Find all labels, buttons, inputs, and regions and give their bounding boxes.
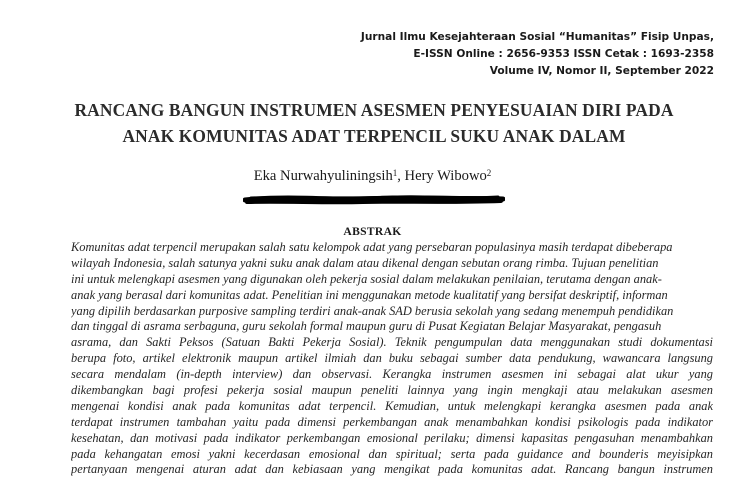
abstract-line: secara mendalam (in-depth interview) dan observasi. Kerangka instrumen asesmen ini sebagai alat ukur yang (71, 367, 713, 382)
paper-title (40, 97, 708, 149)
author-name: Eka Nurwahyuliningsih (253, 168, 393, 184)
abstract-line: berupa foto, artikel elektronik maupun artikel ilmiah dan buku sebagai sumber data pendukung, wawancara langsung (71, 351, 713, 366)
abstract-line: pertanyaan mengenai aturan adat dan kebiasaan yang mengikat pada komunitas adat. Rancang bangun instrumen (71, 462, 713, 477)
redaction-stroke (247, 201, 501, 202)
author-name: Hery Wibowo (404, 168, 487, 184)
title-line-1: RANCANG BANGUN INSTRUMEN ASESMEN PENYESUAIAN DIRI PADA (74, 100, 674, 120)
abstract-line: yang dipilih berdasarkan purposive sampling terdiri anak-anak SAD berusia sekolah yang sedang menempuh pendidikan (71, 303, 674, 318)
abstract-heading: ABSTRAK (343, 225, 402, 238)
journal-issn: E-ISSN Online : 2656-9353 ISSN Cetak : 1693-2358 (413, 48, 714, 60)
author-affiliation-mark: 1 (392, 168, 398, 178)
abstract-line: terdapat instrumen tambahan yaitu pada dimensi perkembangan anak menambahkan kondisi psikologis pada indikator (71, 414, 713, 429)
abstract-line: anak yang berasal dari komunitas adat. Penelitian ini menggunakan metode kualitatif yang bersifat deskriptif, informan (71, 287, 668, 302)
abstract-line: Komunitas adat terpencil merupakan salah satu kelompok adat yang persebaran populasinya masih terdapat dibeberapa (71, 240, 673, 254)
abstract-line: asrama, dan Sakti Peksos (Satuan Bakti Pekerja Sosial). Teknik pengumpulan data menggunakan studi dokumentasi (71, 335, 713, 350)
abstract-line: dikembangkan bagi profesi pekerja sosial maupun peneliti lainnya yang ingin mengkaji atau melakukan asesmen (71, 383, 713, 398)
author-affiliation-mark: 2 (486, 168, 492, 178)
abstract-line: ini untuk melengkapi asesmen yang digunakan oleh pekerja sosial dalam melakukan penilaian, terutama dengan anak- (71, 271, 662, 286)
abstract-line: pada kehangatan emosi yakni kecerdasan emosional dan spiritual; serta pada guidance and bounderis meyisipkan (71, 446, 713, 461)
journal-volume: Volume IV, Nomor II, September 2022 (489, 65, 714, 77)
author-list (0, 166, 745, 186)
journal-header (361, 29, 714, 80)
redacted-email-scribble (243, 193, 505, 207)
redaction-stroke (251, 197, 498, 198)
abstract-body (71, 240, 713, 478)
abstract-line: dan tinggal di asrama serbaguna, guru sekolah formal maupun guru di Pusat Kegiatan Belajar Masyarakat, pengasuh (71, 319, 662, 334)
author-separator: , (397, 168, 405, 184)
title-line-2: ANAK KOMUNITAS ADAT TERPENCIL SUKU ANAK DALAM (122, 126, 626, 146)
journal-name: Jurnal Ilmu Kesejahteraan Sosial “Humanitas” Fisip Unpas, (360, 31, 714, 43)
abstract-line: mengenai kondisi anak pada komunitas adat terpencil. Kemudian, untuk melengkapi kerangka asesmen pada anak (71, 398, 713, 413)
abstract-line: kesehatan, dan motivasi pada indikator perkembangan emosional perilaku; dimensi kapasitas pengasuhan menambahkan (71, 430, 713, 445)
abstract-line: wilayah Indonesia, salah satunya yakni suku anak dalam atau dikenal dengan sebutan orang rimba. Tujuan penelitian (71, 255, 659, 270)
